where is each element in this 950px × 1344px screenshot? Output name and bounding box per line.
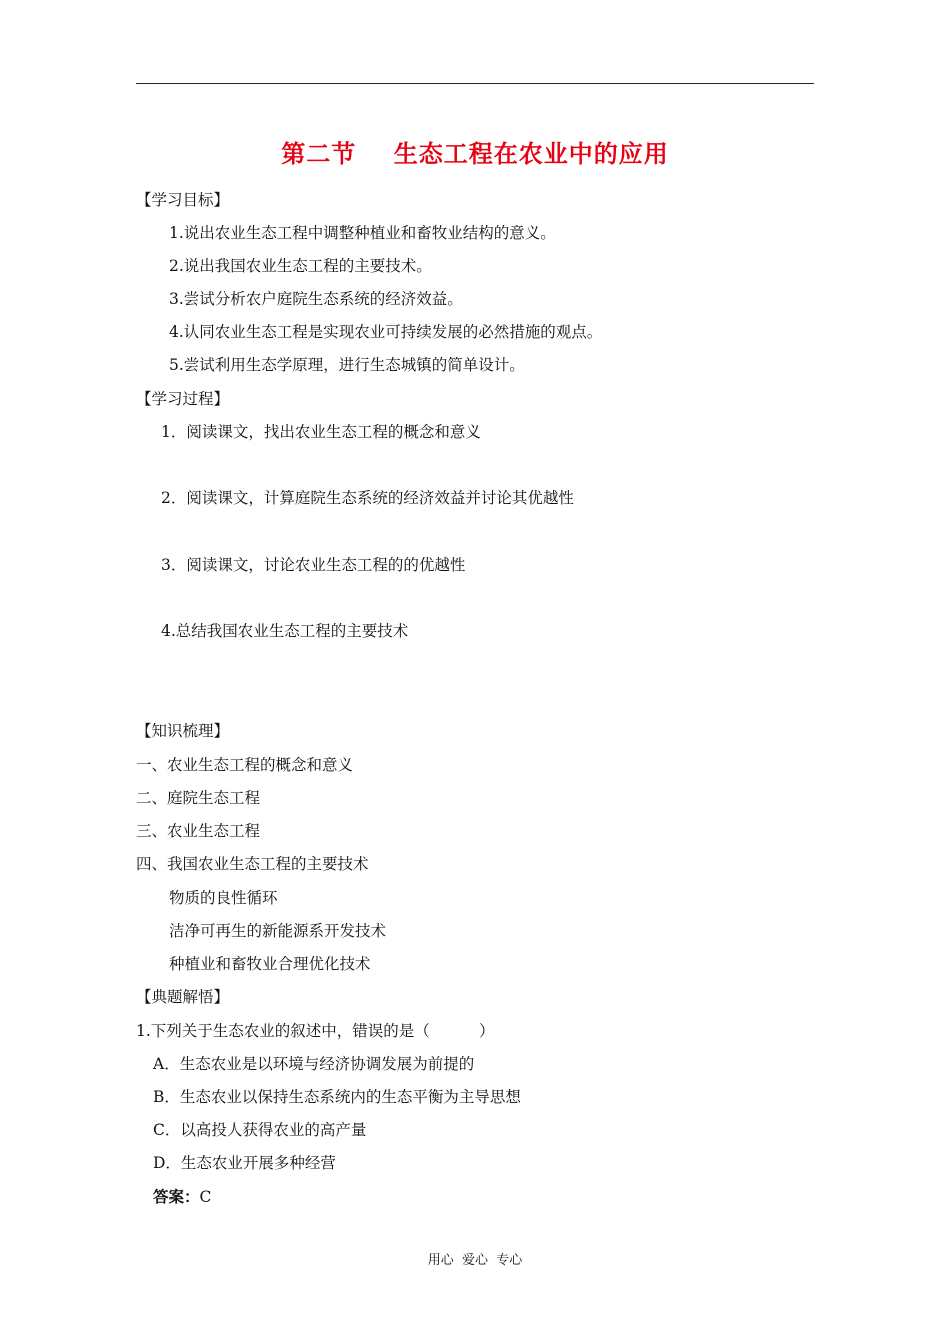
answer-value: C	[199, 1188, 212, 1206]
option-c: C．以高投人获得农业的高产量	[153, 1121, 367, 1139]
objective-item: 5.尝试利用生态学原理，进行生态城镇的简单设计。	[169, 356, 525, 374]
option-d: D．生态农业开展多种经营	[153, 1154, 336, 1172]
objectives-heading: 【学习目标】	[136, 191, 230, 209]
knowledge-item: 二、庭院生态工程	[136, 789, 261, 807]
objective-item: 2.说出我国农业生态工程的主要技术。	[169, 257, 432, 275]
objective-item: 1.说出农业生态工程中调整种植业和畜牧业结构的意义。	[169, 224, 556, 242]
process-item: 1．阅读课文，找出农业生态工程的概念和意义	[161, 423, 481, 441]
question-text: 1.下列关于生态农业的叙述中，错误的是（ ）	[136, 1022, 495, 1040]
knowledge-sub-item: 种植业和畜牧业合理优化技术	[169, 955, 371, 973]
process-item: 3．阅读课文，讨论农业生态工程的的优越性	[161, 556, 466, 574]
option-b: B．生态农业以保持生态系统内的生态平衡为主导思想	[153, 1088, 521, 1106]
knowledge-sub-item: 物质的良性循环	[169, 889, 278, 907]
answer-label: 答案：	[153, 1188, 200, 1206]
process-item: 4.总结我国农业生态工程的主要技术	[161, 622, 409, 640]
knowledge-heading: 【知识梳理】	[136, 722, 230, 740]
knowledge-sub-item: 洁净可再生的新能源系开发技术	[169, 922, 387, 940]
objective-item: 4.认同农业生态工程是实现农业可持续发展的必然措施的观点。	[169, 323, 603, 341]
knowledge-item: 一、农业生态工程的概念和意义	[136, 756, 354, 774]
option-a: A．生态农业是以环境与经济协调发展为前提的	[153, 1055, 475, 1073]
process-item: 2．阅读课文，计算庭院生态系统的经济效益并讨论其优越性	[161, 489, 574, 507]
page-footer: 用心 爱心 专心	[427, 1253, 523, 1268]
knowledge-item: 四、我国农业生态工程的主要技术	[136, 855, 369, 873]
process-heading: 【学习过程】	[136, 390, 230, 408]
header-rule	[136, 83, 814, 84]
page-title: 第二节 生态工程在农业中的应用	[281, 140, 669, 168]
answer-line	[153, 1187, 211, 1207]
knowledge-item: 三、农业生态工程	[136, 822, 261, 840]
objective-item: 3.尝试分析农户庭院生态系统的经济效益。	[169, 290, 463, 308]
examples-heading: 【典题解悟】	[136, 988, 230, 1006]
